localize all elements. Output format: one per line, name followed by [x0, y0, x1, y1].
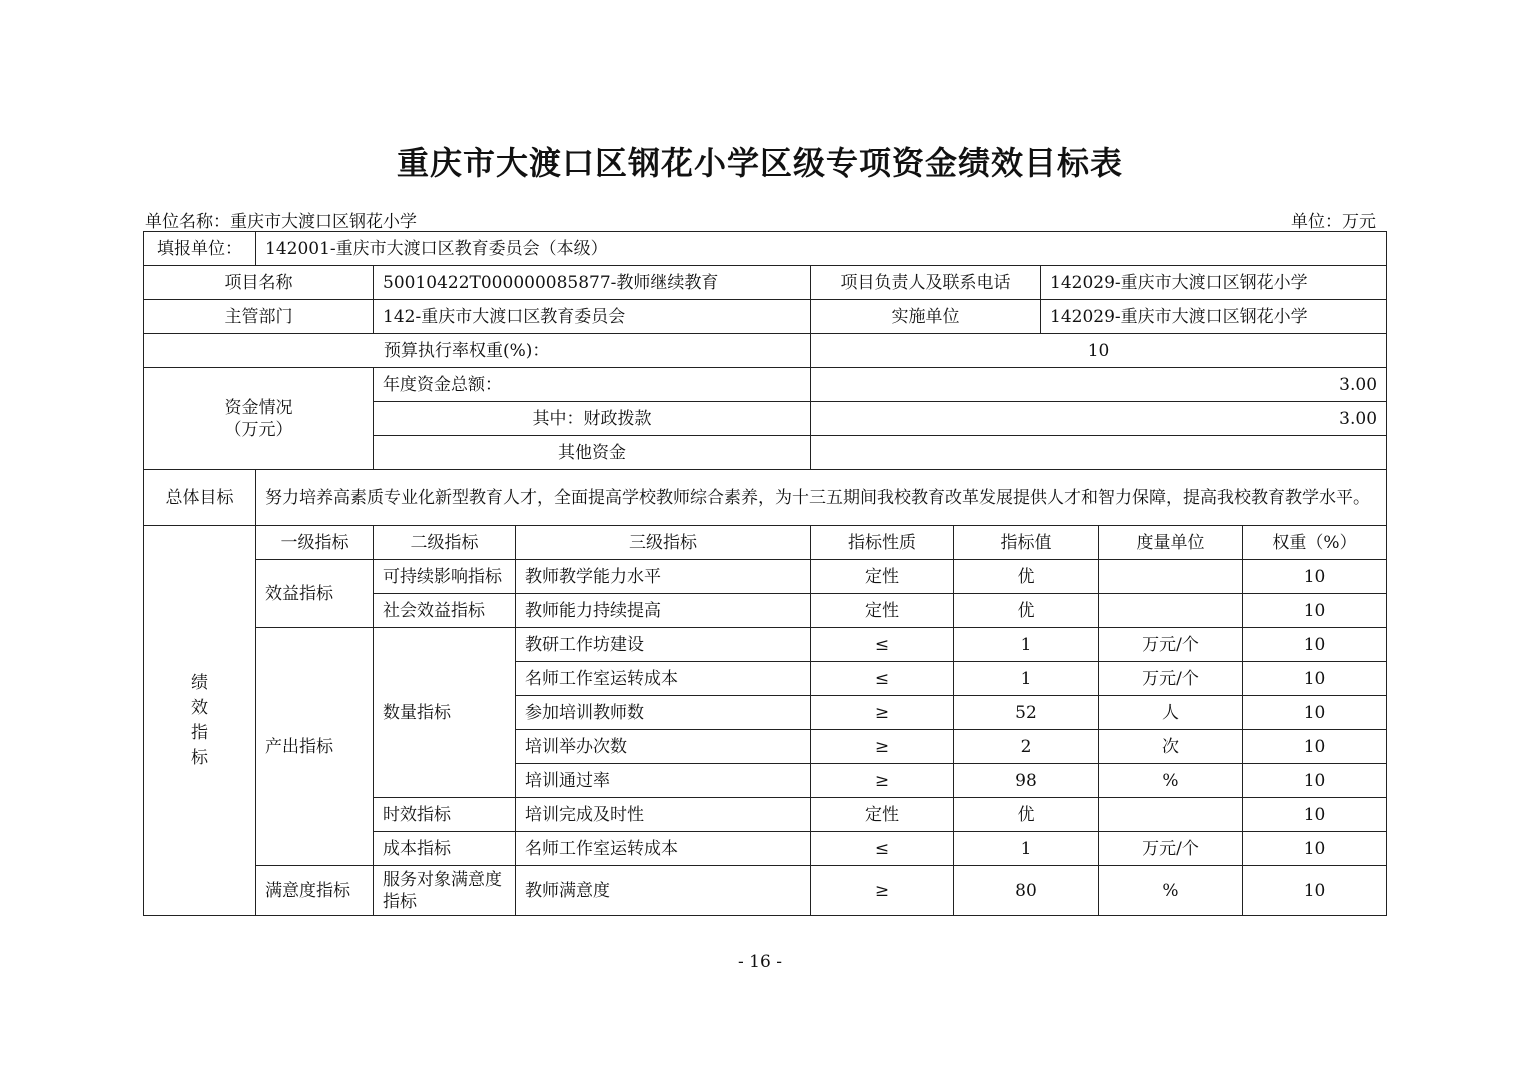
indicator-unit: 万元/个: [1099, 832, 1243, 866]
goal-text: 努力培养高素质专业化新型教育人才，全面提高学校教师综合素养，为十三五期间我校教育改革发展提供人才和智力保障，提高我校教育教学水平。: [256, 470, 1387, 526]
project-owner-label: 项目负责人及联系电话: [811, 266, 1041, 300]
perf-label-char: 指: [191, 722, 208, 743]
perf-label: [144, 526, 256, 916]
indicator-name: 教师满意度: [516, 866, 811, 916]
header-value: 指标值: [954, 526, 1099, 560]
level2-cell: 社会效益指标: [374, 594, 516, 628]
indicator-value: 2: [954, 730, 1099, 764]
indicator-nature: 定性: [811, 560, 954, 594]
funds-fiscal-value: 3.00: [811, 402, 1387, 436]
indicator-nature: 定性: [811, 594, 954, 628]
indicator-value: 98: [954, 764, 1099, 798]
level1-satisfaction: 满意度指标: [256, 866, 374, 916]
header-unit: 度量单位: [1099, 526, 1243, 560]
indicator-nature: ≤: [811, 628, 954, 662]
level1-benefit: 效益指标: [256, 560, 374, 628]
indicator-unit: [1099, 560, 1243, 594]
level2-cell: 数量指标: [374, 628, 516, 798]
indicator-unit: %: [1099, 866, 1243, 916]
indicator-nature: ≤: [811, 662, 954, 696]
project-row: [144, 266, 1387, 300]
level2-cell: 服务对象满意度指标: [374, 866, 516, 916]
indicator-name: 教研工作坊建设: [516, 628, 811, 662]
indicator-unit: 人: [1099, 696, 1243, 730]
indicator-name: 教师能力持续提高: [516, 594, 811, 628]
indicator-value: 优: [954, 560, 1099, 594]
indicator-value: 52: [954, 696, 1099, 730]
dept-label: 主管部门: [144, 300, 374, 334]
goal-row: [144, 470, 1387, 526]
indicator-unit: [1099, 594, 1243, 628]
indicator-name: 名师工作室运转成本: [516, 832, 811, 866]
project-owner-value: 142029-重庆市大渡口区钢花小学: [1041, 266, 1387, 300]
perf-label-char: 标: [191, 747, 208, 768]
indicator-weight: 10: [1243, 866, 1387, 916]
indicator-name: 培训完成及时性: [516, 798, 811, 832]
impl-unit-value: 142029-重庆市大渡口区钢花小学: [1041, 300, 1387, 334]
perf-label-char: 绩: [191, 672, 208, 693]
dept-row: [144, 300, 1387, 334]
currency-unit: 单位：万元: [1291, 212, 1376, 232]
indicator-weight: 10: [1243, 560, 1387, 594]
indicator-weight: 10: [1243, 764, 1387, 798]
indicator-unit: 万元/个: [1099, 662, 1243, 696]
unit-name: 单位名称：重庆市大渡口区钢花小学: [145, 212, 417, 232]
project-name-value: 50010422T000000085877-教师继续教育: [374, 266, 811, 300]
indicator-weight: 10: [1243, 696, 1387, 730]
indicator-name: 名师工作室运转成本: [516, 662, 811, 696]
header-level3: 三级指标: [516, 526, 811, 560]
indicator-unit: %: [1099, 764, 1243, 798]
indicator-name: 培训通过率: [516, 764, 811, 798]
indicator-value: 1: [954, 628, 1099, 662]
indicator-weight: 10: [1243, 798, 1387, 832]
indicator-unit: [1099, 798, 1243, 832]
indicator-nature: ≥: [811, 764, 954, 798]
level2-cell: 可持续影响指标: [374, 560, 516, 594]
header-weight: 权重（%）: [1243, 526, 1387, 560]
indicator-weight: 10: [1243, 662, 1387, 696]
budget-rate-label: 预算执行率权重(%)：: [144, 334, 811, 368]
funds-other-label: 其他资金: [374, 436, 811, 470]
indicator-weight: 10: [1243, 730, 1387, 764]
funds-label-unit: （万元）: [224, 419, 293, 440]
funds-total-row: [144, 368, 1387, 402]
indicator-weight: 10: [1243, 594, 1387, 628]
header-level2: 二级指标: [374, 526, 516, 560]
level2-cell: 成本指标: [374, 832, 516, 866]
goal-label: 总体目标: [144, 470, 256, 526]
indicator-unit: 次: [1099, 730, 1243, 764]
perf-label-char: 效: [191, 697, 208, 718]
indicator-nature: ≤: [811, 832, 954, 866]
budget-rate-row: [144, 334, 1387, 368]
indicator-value: 优: [954, 798, 1099, 832]
table-row: [144, 628, 1387, 662]
funds-fiscal-label: 其中：财政拨款: [374, 402, 811, 436]
funds-total-label: 年度资金总额：: [374, 368, 811, 402]
indicator-nature: ≥: [811, 866, 954, 916]
indicator-weight: 10: [1243, 832, 1387, 866]
indicator-name: 培训举办次数: [516, 730, 811, 764]
indicator-name: 教师教学能力水平: [516, 560, 811, 594]
funds-other-value: [811, 436, 1387, 470]
budget-rate-value: 10: [811, 334, 1387, 368]
report-unit-label: 填报单位：: [144, 232, 256, 266]
dept-value: 142-重庆市大渡口区教育委员会: [374, 300, 811, 334]
report-unit-row: [144, 232, 1387, 266]
indicator-weight: 10: [1243, 628, 1387, 662]
level2-cell: 时效指标: [374, 798, 516, 832]
indicator-value: 1: [954, 832, 1099, 866]
report-unit-value: 142001-重庆市大渡口区教育委员会（本级）: [256, 232, 1387, 266]
indicator-nature: 定性: [811, 798, 954, 832]
indicator-nature: ≥: [811, 696, 954, 730]
level1-output: 产出指标: [256, 628, 374, 866]
funds-total-value: 3.00: [811, 368, 1387, 402]
indicator-name: 参加培训教师数: [516, 696, 811, 730]
indicator-nature: ≥: [811, 730, 954, 764]
indicator-value: 优: [954, 594, 1099, 628]
table-row: [144, 866, 1387, 916]
table-row: [144, 560, 1387, 594]
indicator-value: 80: [954, 866, 1099, 916]
page-number: - 16 -: [738, 952, 782, 972]
header-nature: 指标性质: [811, 526, 954, 560]
funds-label: [144, 368, 374, 470]
impl-unit-label: 实施单位: [811, 300, 1041, 334]
indicator-value: 1: [954, 662, 1099, 696]
indicator-unit: 万元/个: [1099, 628, 1243, 662]
performance-target-table: [143, 231, 1387, 916]
project-name-label: 项目名称: [144, 266, 374, 300]
header-level1: 一级指标: [256, 526, 374, 560]
perf-header-row: [144, 526, 1387, 560]
funds-label-text: 资金情况: [224, 397, 293, 418]
document-title: 重庆市大渡口区钢花小学区级专项资金绩效目标表: [396, 144, 1123, 182]
